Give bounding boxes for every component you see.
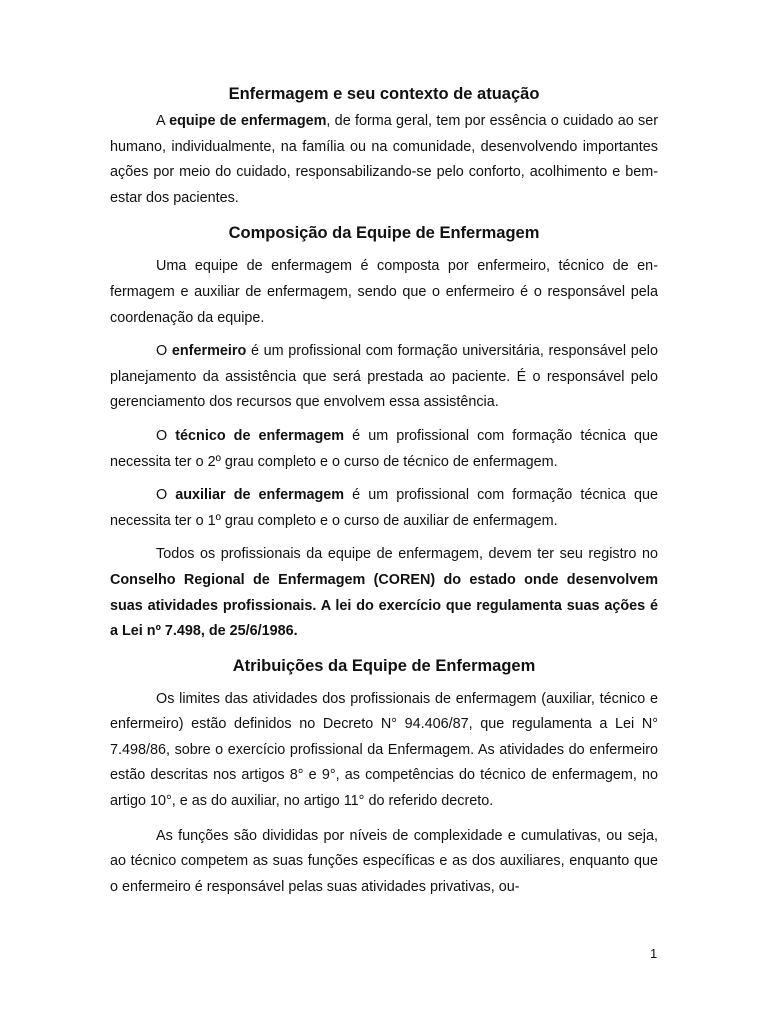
auxiliar-bold-term: auxiliar de enfermagem [175, 487, 345, 504]
registro-bold-text: Conselho Regional de Enfermagem (COREN) do estado onde desenvolvem suas atividades profissionais. A lei do exercício que regulamenta suas ações é a Lei nº 7.498, de 25/6/1986. [110, 571, 658, 640]
composicao-paragraph-1: Uma equipe de enfermagem é composta por enfermeiro, técnico de enfermagem e auxiliar de enfermagem, sendo que o enfermeiro é o responsável pela coordenação da equipe. [110, 258, 658, 326]
auxiliar-paragraph [110, 483, 658, 534]
tecnico-paragraph [110, 424, 658, 475]
intro-text-2: , de forma geral, tem por essência o cuidado ao ser humano, individualmente, na família ou na comunidade, desenvolvendo importantes ações por meio do cuidado, responsabilizando-se pelo conforto, acolhimento e bem-estar dos pacientes. [110, 113, 658, 206]
section-heading-atribuicoes: Atribuições da Equipe de Enfermagem [232, 656, 536, 675]
enfermeiro-bold-term: enfermeiro [171, 343, 247, 360]
registro-paragraph [110, 542, 658, 644]
intro-paragraph [110, 109, 658, 211]
tecnico-text-1: O [156, 427, 176, 444]
section-heading-composicao: Composição da Equipe de Enfermagem [228, 224, 540, 243]
page-number: 1 [650, 946, 658, 961]
enfermeiro-text-2: é um profissional com formação universitária, responsável pelo planejamento da assistência que será prestada ao paciente. É o responsável pelo gerenciamento dos recursos que envolvem essa assistência. [110, 343, 658, 411]
atribuicoes-paragraph-2: As funções são divididas por níveis de complexidade e cumulativas, ou seja, ao técnico competem as suas funções específicas e as dos auxiliares, enquanto que o enfermeiro é responsável pelas suas atividades privativas, ou- [110, 827, 658, 895]
registro-text-1: Todos os profissionais da equipe de enfermagem, devem ter seu registro no [156, 546, 658, 563]
enfermeiro-text-1: O [156, 343, 172, 360]
atribuicoes-paragraph-1: Os limites das atividades dos profissionais de enfermagem (auxiliar, técnico e enfermeiro) estão definidos no Decreto N° 94.406/87, que regulamenta a Lei N° 7.498/86, sobre o exercício profissional da Enfermagem. As atividades do enfermeiro estão descritas nos artigos 8° e 9°, as competências do técnico de enfermagem, no artigo 10°, e as do auxiliar, no artigo 11° do referido decreto. [110, 690, 658, 810]
enfermeiro-paragraph [110, 339, 658, 416]
intro-bold-term: equipe de enfermagem [169, 113, 327, 129]
page-title: Enfermagem e seu contexto de atuação [228, 85, 540, 103]
auxiliar-text-1: O [156, 487, 176, 504]
intro-text-1: A [156, 113, 170, 129]
auxiliar-text-2: é um profissional com formação técnica que necessita ter o 1º grau completo e o curso de auxiliar de enfermagem. [110, 487, 658, 529]
document-page [110, 84, 658, 900]
tecnico-bold-term: técnico de enfermagem [175, 427, 345, 444]
tecnico-text-2: é um profissional com formação técnica que necessita ter o 2º grau completo e o curso de técnico de enfermagem. [110, 427, 658, 470]
